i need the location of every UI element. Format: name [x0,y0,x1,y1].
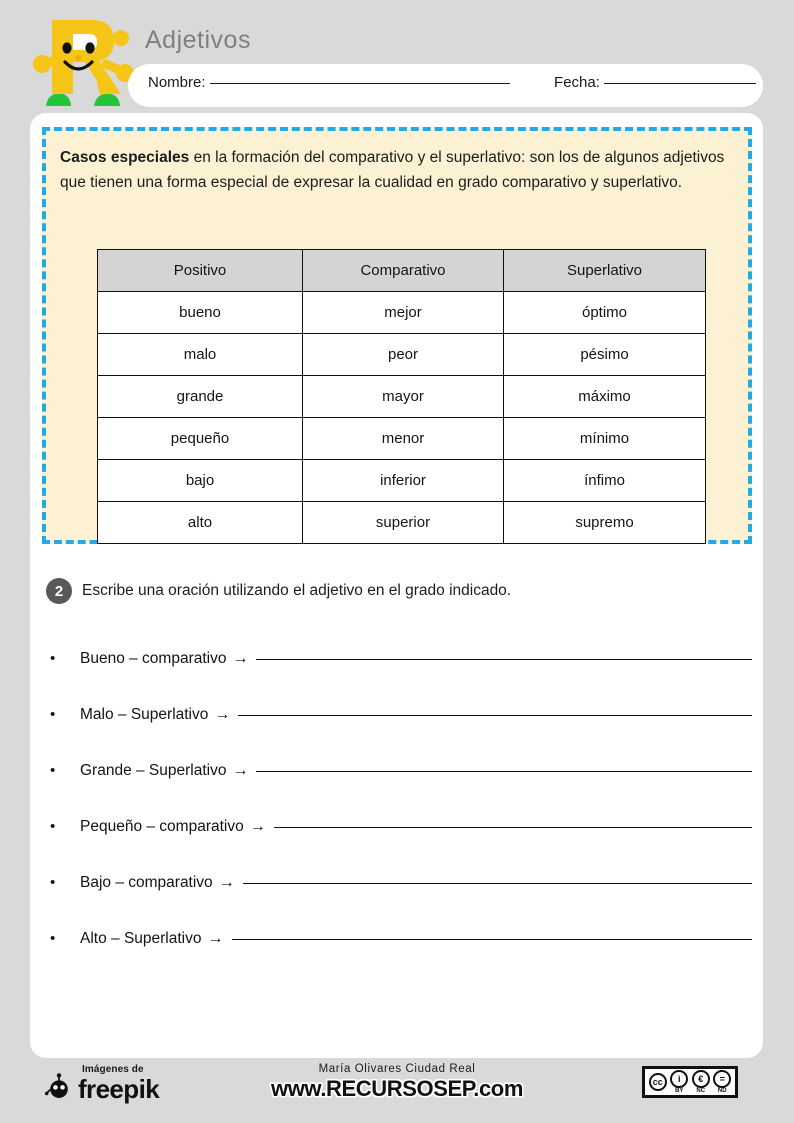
list-item [46,930,752,986]
arrow-right-icon: → [214,706,231,723]
arrow-right-icon: → [249,818,266,835]
table-cell: mínimo [504,418,706,460]
answer-prompt: Alto – Superlativo [80,930,202,947]
info-callout-body: en la formación del comparativo y el superlativo: son los de algunos adjetivos que tienen una forma especial de expresar la cualidad en grado comparativo y superlativo. [60,149,725,191]
cc-icon [649,1073,667,1091]
cc-circle-glyph: cc [649,1073,667,1091]
exercise-instruction: Escribe una oración utilizando el adjetivo en el grado indicado. [82,582,512,599]
table-row [98,460,706,502]
bullet-icon: • [50,818,56,835]
table-cell: peor [303,334,504,376]
website-url: www.RECURSOSEP.com [271,1076,523,1101]
author-credit [247,1063,547,1102]
table-cell: óptimo [504,292,706,334]
table-cell: malo [98,334,303,376]
page-header [0,0,794,115]
answer-prompt: Bajo – comparativo [80,874,213,891]
cc-nc-glyph: € [692,1070,710,1088]
answer-input-line[interactable] [256,770,752,772]
list-item [46,762,752,818]
table-cell: inferior [303,460,504,502]
freepik-sub-label: Imágenes de [82,1064,144,1075]
list-item [46,650,752,706]
answer-prompt: Grande – Superlativo [80,762,227,779]
table-cell: supremo [504,502,706,544]
table-header-cell: Positivo [98,250,303,292]
cc-nd-label: ND [717,1087,727,1094]
table-header-cell: Superlativo [504,250,706,292]
answer-input-line[interactable] [243,882,752,884]
answer-prompt: Pequeño – comparativo [80,818,244,835]
name-label: Nombre: [148,74,206,91]
table-row [98,376,706,418]
creative-commons-license-badge [642,1066,738,1098]
info-callout-text [60,145,736,195]
table-row [98,334,706,376]
arrow-right-icon: → [207,930,224,947]
table-row [98,292,706,334]
cc-by-label: BY [675,1087,684,1094]
info-callout-lead: Casos especiales [60,149,190,166]
author-name: María Olivares Ciudad Real [318,1063,476,1075]
comparative-superlative-table [97,249,706,544]
arrow-right-icon: → [232,762,249,779]
cc-nd-glyph: = [713,1070,731,1088]
exercise-2 [46,578,746,604]
list-item [46,874,752,930]
answer-input-line[interactable] [256,658,752,660]
recursosep-mascot-logo [28,12,140,117]
bullet-icon: • [50,930,56,947]
page-title: Adjetivos [145,26,251,54]
table-cell: máximo [504,376,706,418]
freepik-logo-icon [44,1073,74,1105]
table-header-cell: Comparativo [303,250,504,292]
bullet-icon: • [50,706,56,723]
arrow-right-icon: → [232,650,249,667]
table-cell: bueno [98,292,303,334]
cc-nc-label: NC [696,1087,706,1094]
bullet-icon: • [50,762,56,779]
table-cell: grande [98,376,303,418]
date-input-line[interactable] [604,83,756,84]
list-item [46,818,752,874]
freepik-attribution [44,1064,214,1105]
student-info-bar [128,64,763,107]
table-row [98,418,706,460]
list-item [46,706,752,762]
cc-by-icon [670,1070,688,1095]
table-cell: menor [303,418,504,460]
table-row [98,502,706,544]
bullet-icon: • [50,650,56,667]
arrow-right-icon: → [218,874,235,891]
freepik-wordmark: freepik [78,1073,160,1104]
table-cell: ínfimo [504,460,706,502]
answer-input-line[interactable] [232,938,753,940]
table-cell: mejor [303,292,504,334]
exercise-2-answer-list [46,650,752,986]
cc-nd-icon [713,1070,731,1095]
answer-input-line[interactable] [274,826,752,828]
table-cell: pequeño [98,418,303,460]
table-cell: pésimo [504,334,706,376]
table-cell: alto [98,502,303,544]
answer-prompt: Malo – Superlativo [80,706,209,723]
cc-nc-icon [692,1070,710,1095]
info-callout-box [42,127,752,544]
table-cell: superior [303,502,504,544]
cc-by-glyph: i [670,1070,688,1088]
exercise-number-badge: 2 [46,578,72,604]
table-cell: mayor [303,376,504,418]
name-input-line[interactable] [210,83,510,84]
answer-prompt: Bueno – comparativo [80,650,227,667]
date-label: Fecha: [554,74,600,91]
table-header-row [98,250,706,292]
bullet-icon: • [50,874,56,891]
answer-input-line[interactable] [238,714,752,716]
table-cell: bajo [98,460,303,502]
